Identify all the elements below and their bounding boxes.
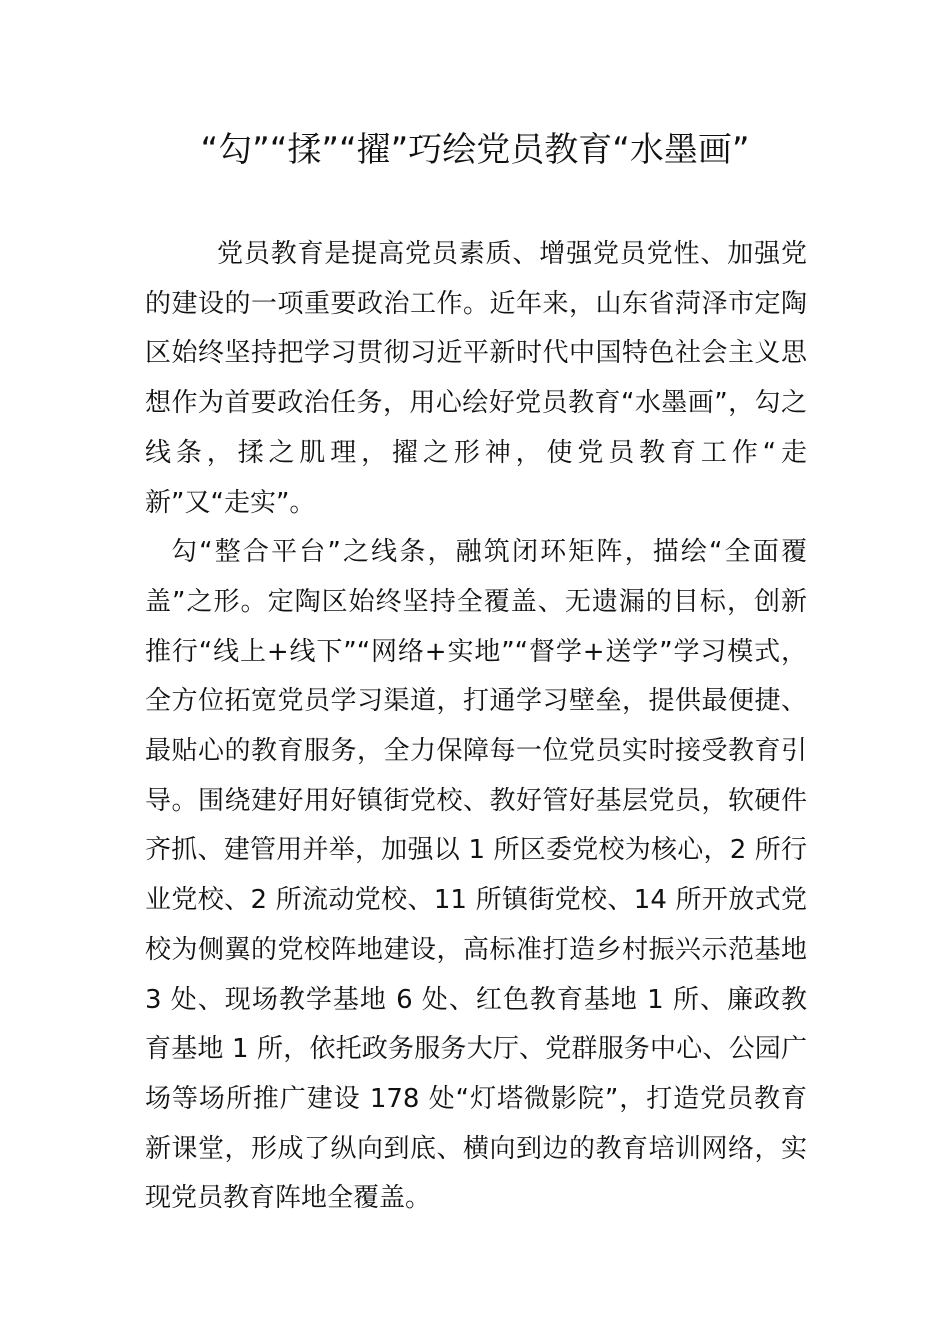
paragraph-intro: 党员教育是提高党员素质、增强党员党性、加强党的建设的一项重要政治工作。近年来，山东省菏泽市定陶区始终坚持把学习贯彻习近平新时代中国特色社会主义思想作为首要政治任务，用心绘好党员教育“水墨画”，勾之线条，揉之肌理，擢之形神，使党员教育工作“走新”又“走实”。 <box>145 239 807 518</box>
document-body <box>145 230 807 1224</box>
paragraph-platform-integration: 勾“整合平台”之线条，融筑闭环矩阵，描绘“全面覆盖”之形。定陶区始终坚持全覆盖、无遗漏的目标，创新推行“线上+线下”“网络+实地”“督学+送学”学习模式，全方位拓宽党员学习渠道，打通学习壁垒，提供最便捷、最贴心的教育服务，全力保障每一位党员实时接受教育引导。围绕建好用好镇街党校、教好管好基层党员，软硬件齐抓、建管用并举，加强以 1 所区委党校为核心，2 所行业党校、2 所流动党校、11 所镇街党校、14 所开放式党校为侧翼的党校阵地建设，高标准打造乡村振兴示范基地 3 处、现场教学基地 6 处、红色教育基地 1 所、廉政教育基地 1 所，依托政务服务大厅、党群服务中心、公园广场等场所推广建设 178 处“灯塔微影院”，打造党员教育新课堂，形成了纵向到底、横向到边的教育培训网络，实现党员教育阵地全覆盖。 <box>145 537 807 1214</box>
document-title: “勾”“揉”“擢”巧绘党员教育“水墨画” <box>200 130 750 170</box>
